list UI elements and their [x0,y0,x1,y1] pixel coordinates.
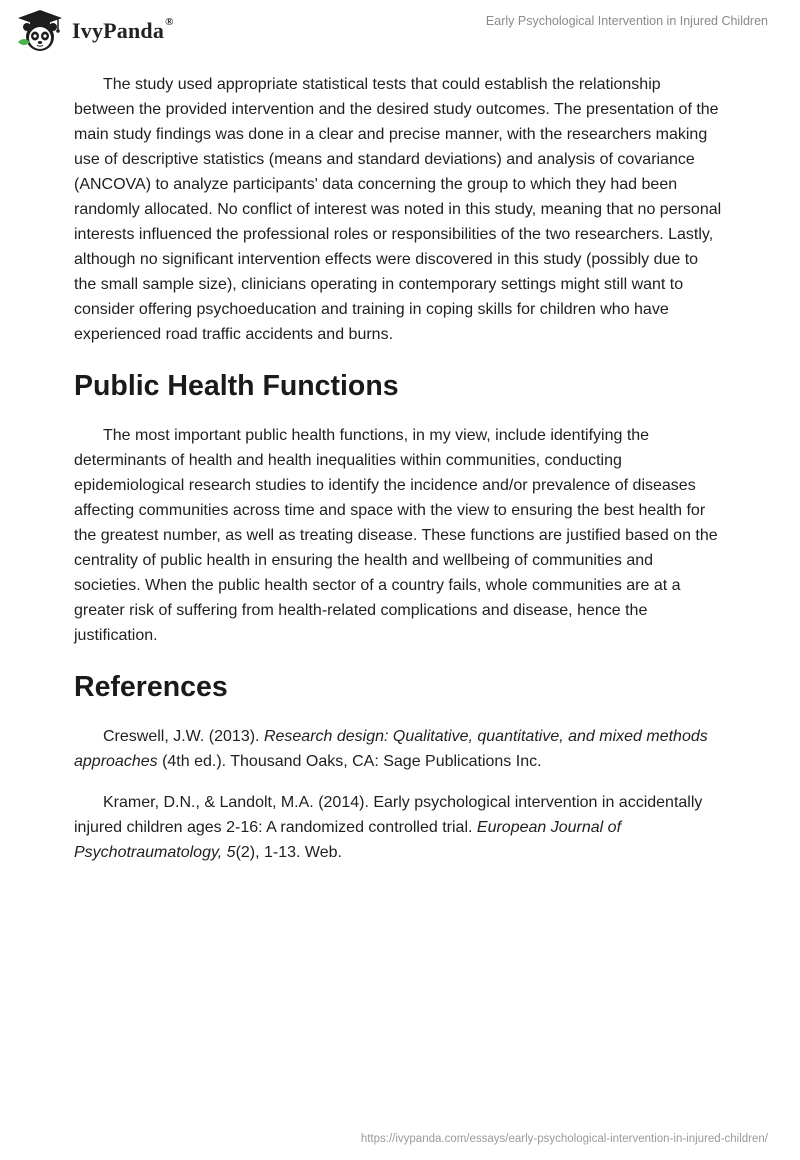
reference-item: Creswell, J.W. (2013). Research design: Qualitative, quantitative, and mixed methods approaches (4th ed.). Thousand Oaks, CA: Sage Publications Inc. [74,728,708,770]
section-heading-references: References [74,671,228,703]
page-header [0,0,800,60]
panda-logo-icon [14,8,66,54]
brand-logo[interactable] [14,8,174,54]
brand-name: IvyPanda® [72,16,174,43]
source-url[interactable]: https://ivypanda.com/essays/early-psychological-intervention-in-injured-children/ [360,1133,768,1145]
intro-paragraph: The study used appropriate statistical tests that could establish the relationship between the provided intervention and the desired study outcomes. The presentation of the main study findings was done in a clear and precise manner, with the researchers making use of descriptive statistics (means and standard deviations) and analysis of covariance (ANCOVA) to analyze participants' data concerning the group to which they had been randomly allocated. No conflict of interest was noted in this study, meaning that no personal interests influenced the professional roles or responsibilities of the two researchers. Lastly, although no significant intervention effects were discovered in this study (possibly due to the small sample size), clinicians operating in contemporary settings might still want to consider offering psychoeducation and training in coping skills for children who have experienced road traffic accidents and burns. [74,76,722,343]
reference-item: Kramer, D.N., & Landolt, M.A. (2014). Early psychological intervention in accidentally injured children ages 2-16: A randomized controlled trial. European Journal of Psychotraumatology, 5(2), 1-13. Web. [74,794,703,861]
article-body [74,72,724,881]
document-title: Early Psychological Intervention in Injured Children [485,14,768,28]
section-heading-public-health: Public Health Functions [74,370,399,402]
public-health-paragraph: The most important public health functions, in my view, include identifying the determinants of health and health inequalities within communities, conducting epidemiological research studies to identify the incidence and/or prevalence of diseases affecting communities across time and space with the view to ensuring the best health for the greatest number, as well as treating disease. These functions are justified based on the centrality of public health in ensuring the health and wellbeing of communities and societies. When the public health sector of a country fails, whole communities are at a greater risk of suffering from health-related complications and disease, hence the justification. [74,427,718,644]
